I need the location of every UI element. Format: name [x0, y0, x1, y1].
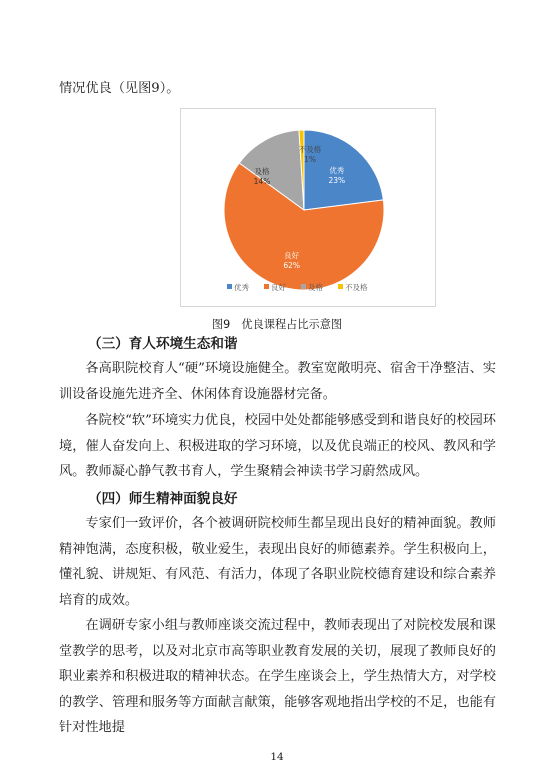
intro-line: 情况优良（见图9）。: [59, 81, 180, 96]
pie-label-优秀: 优秀: [329, 165, 345, 175]
section3-paragraph-1: 各高职院校育人“硬”环境设施健全。教室宽敞明亮、宿舍干净整洁、实训设备设施先进齐全、休闲体育设施器材完备。: [59, 361, 496, 402]
pie-chart: [180, 108, 436, 307]
legend-label-优秀: 优秀: [234, 283, 249, 292]
legend-label-良好: 良好: [271, 283, 286, 292]
pie-percent-不及格: 1%: [304, 155, 316, 164]
page-number: 14: [270, 751, 284, 763]
section-heading-4: （四）师生精神面貌良好: [88, 491, 238, 507]
legend-swatch-良好: [264, 284, 269, 289]
legend-label-及格: 及格: [308, 283, 323, 292]
legend-label-不及格: 不及格: [345, 283, 368, 292]
legend-swatch-不及格: [338, 284, 343, 289]
pie-label-及格: 及格: [254, 167, 270, 176]
section-heading-3: （三）育人环境生态和谐: [88, 336, 238, 352]
legend-swatch-及格: [301, 284, 306, 289]
pie-chart-svg: [181, 109, 435, 306]
figure-caption: 图9 优良课程占比示意图: [211, 318, 343, 331]
section4-paragraph-1: 专家们一致评价，各个被调研院校师生都呈现出良好的精神面貌。教师精神饱满，态度积极，敬业爱生，表现出良好的师德素养。学生积极向上，懂礼貌、讲规矩、有风范、有活力，体现了各职业院校德育建设和综合素养培育的成效。: [59, 516, 496, 608]
section4-paragraph-2: 在调研专家小组与教师座谈交流过程中，教师表现出了对院校发展和课堂教学的思考，以及对北京市高等职业教育发展的关切，展现了教师良好的职业素养和积极进取的精神状态。在学生座谈会上，学生热情大方，对学校的教学、管理和服务等方面献言献策，能够客观地指出学校的不足，也能有针对性地提: [59, 618, 496, 736]
legend-swatch-优秀: [227, 284, 232, 289]
pie-label-不及格: 不及格: [298, 145, 322, 154]
section3-paragraph-2: 各院校“软”环境实力优良，校园中处处都能够感受到和谐良好的校园环境，催人奋发向上、积极进取的学习环境，以及优良端正的校风、教风和学风。教师凝心静气教书育人，学生聚精会神读书学习蔚然成风。: [59, 413, 496, 480]
pie-percent-良好: 62%: [283, 261, 301, 271]
pie-label-良好: 良好: [284, 251, 300, 261]
pie-percent-及格: 14%: [253, 177, 271, 186]
pie-percent-优秀: 23%: [328, 175, 346, 185]
